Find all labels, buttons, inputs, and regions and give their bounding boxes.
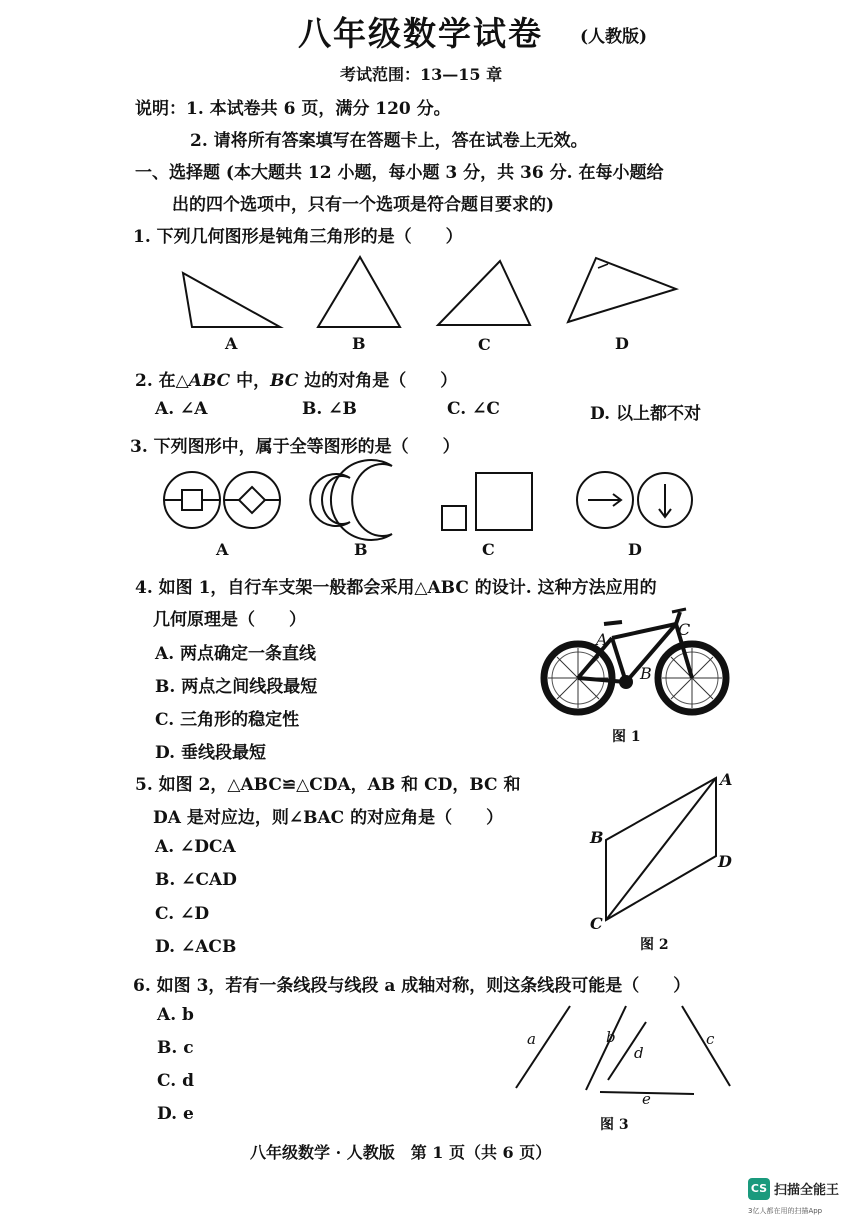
- q1-label-b: B: [352, 334, 366, 353]
- q3-label-c: C: [482, 540, 495, 559]
- q5-option-b[interactable]: B. ∠CAD: [155, 870, 237, 890]
- question-1-stem: 1. 下列几何图形是钝角三角形的是（ ）: [133, 227, 463, 247]
- question-5-stem-line-2: DA 是对应边，则∠BAC 的对应角是（ ）: [153, 808, 504, 828]
- bike-point-a: A: [596, 630, 608, 649]
- section-heading-line-2: 出的四个选项中，只有一个选项是符合题目要求的): [172, 195, 555, 215]
- fig3-label-a: a: [527, 1030, 536, 1048]
- q6-option-c[interactable]: C. d: [157, 1071, 194, 1091]
- q6-option-b[interactable]: B. c: [157, 1038, 194, 1058]
- scanner-app-name: 扫描全能王: [774, 1183, 840, 1198]
- q1-label-d: D: [615, 334, 629, 353]
- instruction-line-2: 2. 请将所有答案填写在答题卡上，答在试卷上无效。: [190, 131, 588, 151]
- question-4-stem-line-2: 几何原理是（ ）: [153, 610, 306, 630]
- fig3-label-b: b: [606, 1028, 616, 1046]
- question-2-stem: 2. 在△ABC 中，BC 边的对角是（ ）: [135, 371, 458, 391]
- question-3-stem: 3. 下列图形中，属于全等图形的是（ ）: [130, 437, 460, 457]
- fig3-label-e: e: [642, 1090, 651, 1108]
- fig2-point-c: C: [590, 914, 603, 933]
- q6-option-d[interactable]: D. e: [157, 1104, 194, 1124]
- q5-option-d[interactable]: D. ∠ACB: [155, 937, 237, 957]
- q4-option-a[interactable]: A. 两点确定一条直线: [155, 644, 317, 664]
- question-5-stem-line-1: 5. 如图 2，△ABC≌△CDA，AB 和 CD，BC 和: [135, 775, 521, 795]
- fig3-label-c: c: [706, 1030, 715, 1048]
- q5-option-c[interactable]: C. ∠D: [155, 904, 210, 924]
- q4-option-b[interactable]: B. 两点之间线段最短: [155, 677, 318, 697]
- q3-label-d: D: [628, 540, 642, 559]
- bike-point-c: C: [678, 620, 691, 639]
- q2-option-b[interactable]: B. ∠B: [302, 399, 357, 419]
- q4-option-d[interactable]: D. 垂线段最短: [155, 743, 266, 763]
- edition-label: (人教版): [580, 27, 648, 47]
- fig3-label-d: d: [634, 1044, 644, 1062]
- page-footer: 八年级数学 · 人教版 第 1 页（共 6 页）: [250, 1143, 552, 1162]
- q2-option-d[interactable]: D. 以上都不对: [590, 404, 701, 424]
- scanner-logo-icon: CS: [748, 1178, 770, 1200]
- q3-label-a: A: [216, 540, 229, 559]
- segment-a: [516, 1006, 570, 1088]
- figure-3-caption: 图 3: [600, 1117, 629, 1133]
- q4-option-c[interactable]: C. 三角形的稳定性: [155, 710, 300, 730]
- q1-label-a: A: [225, 334, 238, 353]
- instruction-line-1: 说明：1. 本试卷共 6 页，满分 120 分。: [135, 99, 451, 119]
- q3-label-b: B: [354, 540, 368, 559]
- q2-option-a[interactable]: A. ∠A: [155, 399, 208, 419]
- q6-option-a[interactable]: A. b: [157, 1005, 194, 1025]
- exam-range: 考试范围：13—15 章: [340, 65, 503, 84]
- fig2-point-a: A: [720, 770, 733, 789]
- figure-1-caption: 图 1: [612, 729, 641, 745]
- q1-label-c: C: [478, 335, 491, 354]
- bike-point-b: B: [640, 664, 652, 683]
- section-heading-line-1: 一、选择题 (本大题共 12 小题，每小题 3 分，共 36 分. 在每小题给: [135, 163, 664, 183]
- fig2-point-d: D: [718, 852, 732, 871]
- fig2-point-b: B: [590, 828, 604, 847]
- scanner-app-tagline: 3亿人都在用的扫描App: [748, 1207, 823, 1215]
- figure-2-caption: 图 2: [640, 937, 669, 953]
- segment-b: [586, 1006, 626, 1090]
- page-title: 八年级数学试卷: [298, 14, 543, 53]
- q5-option-a[interactable]: A. ∠DCA: [155, 837, 236, 857]
- q2-option-c[interactable]: C. ∠C: [447, 399, 500, 419]
- question-6-stem: 6. 如图 3，若有一条线段与线段 a 成轴对称，则这条线段可能是（ ）: [133, 976, 691, 996]
- question-4-stem-line-1: 4. 如图 1，自行车支架一般都会采用△ABC 的设计. 这种方法应用的: [135, 578, 657, 598]
